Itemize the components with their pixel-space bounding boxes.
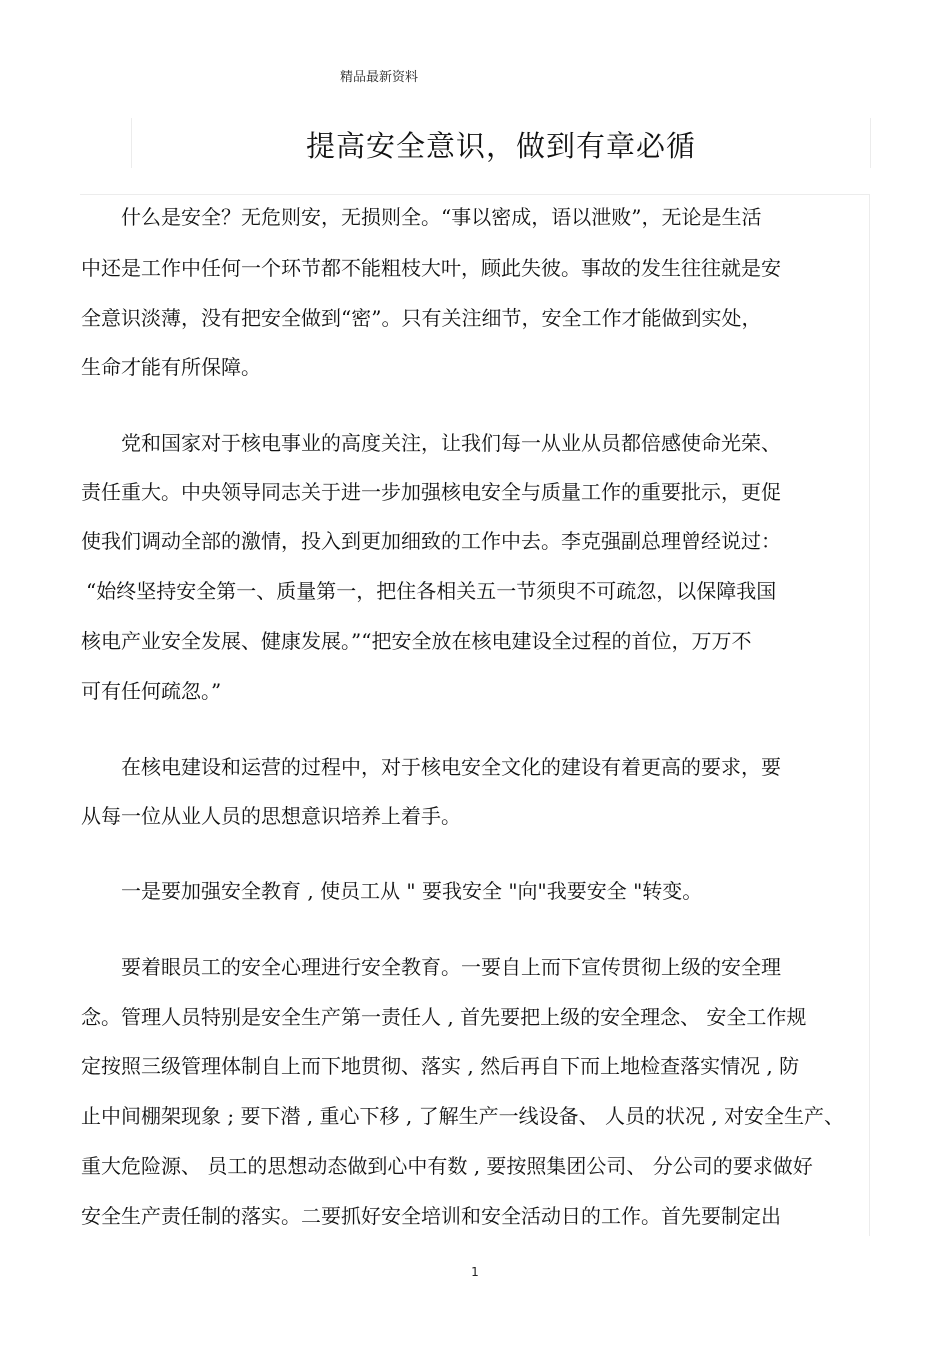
text-line: 可有任何疏忽。” — [81, 679, 222, 703]
text-line: 生命才能有所保障。 — [81, 355, 261, 379]
text-line: 定按照三级管理体制自上而下地贯彻、落实 , 然后再自下而上地检查落实情况 , 防 — [81, 1054, 800, 1078]
text-line: 使我们调动全部的激情，投入到更加细致的工作中去。李克强副总理曾经说过： — [81, 529, 781, 553]
text-line: 一是要加强安全教育 , 使员工从 " 要我安全 "向"我要安全 "转变。 — [121, 879, 703, 903]
text-line: 念。管理人员特别是安全生产第一责任人 , 首先要把上级的安全理念、 安全工作规 — [81, 1005, 807, 1029]
text-line: 在核电建设和运营的过程中，对于核电安全文化的建设有着更高的要求，要 — [121, 755, 781, 779]
header-note: 精品最新资料 — [340, 70, 419, 85]
text-line: “始终坚持安全第一、质量第一，把住各相关五一节须臾不可疏忽，以保障我国 — [86, 579, 777, 603]
page-number: 1 — [471, 1265, 479, 1279]
text-line: 止中间棚架现象 ; 要下潜 , 重心下移 , 了解生产一线设备、 人员的状况 , 对安全生产、 — [81, 1104, 845, 1128]
text-line: 安全生产责任制的落实。二要抓好安全培训和安全活动日的工作。首先要制定出 — [81, 1204, 781, 1228]
text-line: 党和国家对于核电事业的高度关注，让我们每一从业从员都倍感使命光荣、 — [121, 431, 781, 455]
text-line: 责任重大。中央领导同志关于进一步加强核电安全与质量工作的重要批示，更促 — [81, 480, 781, 504]
text-line: 什么是安全？无危则安，无损则全。“事以密成，语以泄败”，无论是生活 — [121, 205, 762, 229]
text-line: 全意识淡薄，没有把安全做到“密”。只有关注细节，安全工作才能做到实处， — [81, 306, 762, 330]
text-line: 中还是工作中任何一个环节都不能粗枝大叶，顾此失彼。事故的发生往往就是安 — [81, 256, 781, 280]
text-line: 重大危险源、 员工的思想动态做到心中有数 , 要按照集团公司、 分公司的要求做好 — [81, 1154, 813, 1178]
text-line: 从每一位从业人员的思想意识培养上着手。 — [81, 804, 461, 828]
text-line: 核电产业安全发展、健康发展。”“把安全放在核电建设全过程的首位，万万不 — [81, 629, 752, 653]
document-title: 提高安全意识，做到有章必循 — [305, 129, 696, 163]
text-line: 要着眼员工的安全心理进行安全教育。一要自上而下宣传贯彻上级的安全理 — [121, 955, 781, 979]
